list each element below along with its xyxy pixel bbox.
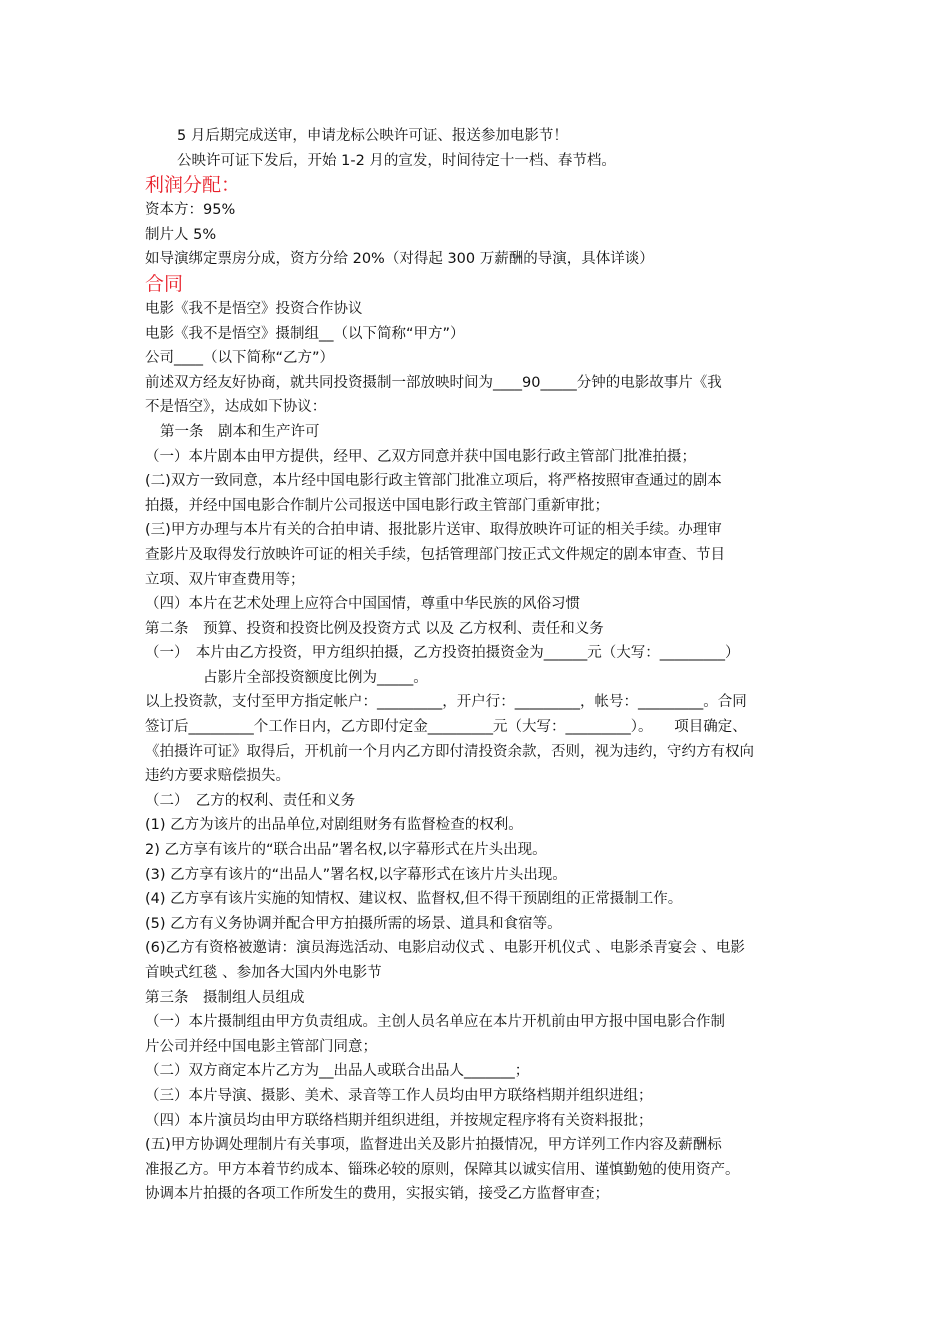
article-1-clause-1: （一）本片剧本由甲方提供，经甲、乙双方同意并获中国电影行政主管部门批准拍摄； — [145, 448, 696, 465]
article-3-clause-1a: （一）本片摄制组由甲方负责组成。主创人员名单应在本片开机前由甲方报中国电影合作制 — [145, 1014, 725, 1031]
article-1-title: 第一条 剧本和生产许可 — [160, 423, 320, 440]
article-2-title: 第二条 预算、投资和投资比例及投资方式 以及 乙方权利、责任和义务 — [145, 620, 604, 637]
article-3-clause-2: （二）双方商定本片乙方为__出品人或联合出品人_______； — [145, 1063, 530, 1080]
article-3-title: 第三条 摄制组人员组成 — [145, 989, 305, 1006]
article-2-clause-1b: 占影片全部投资额度比例为_____。 — [203, 669, 428, 686]
profit-line-capital: 资本方：95% — [145, 202, 236, 219]
article-2-clause-1a: （一） 本片由乙方投资，甲方组织拍摄，乙方投资拍摄资金为______元（大写：_________） — [145, 645, 740, 662]
contract-preamble-1: 前述双方经友好协商，就共同投资摄制一部放映时间为____90_____分钟的电影故事片《我 — [145, 374, 722, 391]
article-2-right-4: (4) 乙方享有该片实施的知情权、建议权、监督权,但不得干预剧组的正常摄制工作。 — [145, 891, 683, 908]
contract-preamble-2: 不是悟空》，达成如下协议： — [145, 399, 327, 416]
article-1-clause-4: （四）本片在艺术处理上应符合中国国情，尊重中华民族的风俗习惯 — [145, 596, 580, 613]
article-3-clause-5b: 准报乙方。甲方本着节约成本、锱珠必较的原则，保障其以诚实信用、谨慎勤勉的使用资产。 — [145, 1161, 740, 1178]
intro-line-2: 公映许可证下发后，开始 1-2 月的宣发，时间待定十一档、春节档。 — [177, 152, 616, 169]
article-2-payment-3: 《拍摄许可证》取得后，开机前一个月内乙方即付清投资余款，否则，视为违约，守约方有权向 — [145, 743, 754, 760]
article-3-clause-3: （三）本片导演、摄影、美术、录音等工作人员均由甲方联络档期并组织进组； — [145, 1087, 653, 1104]
article-2-payment-4: 违约方要求赔偿损失。 — [145, 768, 290, 785]
article-2-payment-2: 签订后_________个工作日内，乙方即付定金_________元（大写：_________）。 项目确定、 — [145, 719, 747, 736]
article-3-clause-4: （四）本片演员均由甲方联络档期并组织进组，并按规定程序将有关资料报批； — [145, 1112, 653, 1129]
profit-line-producer: 制片人 5% — [145, 226, 217, 243]
article-3-clause-5a: (五)甲方协调处理制片有关事项，监督进出关及影片拍摄情况，甲方详列工作内容及薪酬标 — [145, 1137, 722, 1154]
article-2-right-2: 2) 乙方享有该片的“联合出品”署名权,以字幕形式在片头出现。 — [145, 842, 547, 859]
article-1-clause-2b: 拍摄，并经中国电影合作制片公司报送中国电影行政主管部门重新审批； — [145, 497, 609, 514]
article-1-clause-3c: 立项、双片审查费用等； — [145, 571, 305, 588]
article-1-clause-2a: (二)双方一致同意，本片经中国电影行政主管部门批准立项后，将严格按照审查通过的剧本 — [145, 473, 722, 490]
profit-heading: 利润分配： — [145, 174, 241, 197]
article-2-right-5: (5) 乙方有义务协调并配合甲方拍摄所需的场景、道具和食宿等。 — [145, 915, 562, 932]
article-2-right-6a: (6)乙方有资格被邀请：演员海选活动、电影启动仪式 、电影开机仪式 、电影杀青宴会 、电影 — [145, 940, 745, 957]
contract-title: 电影《我不是悟空》投资合作协议 — [145, 300, 363, 317]
contract-heading: 合同 — [145, 272, 184, 295]
intro-line-1: 5 月后期完成送审，申请龙标公映许可证、报送参加电影节！ — [177, 128, 568, 144]
contract-party-a: 电影《我不是悟空》摄制组__（以下简称“甲方”） — [145, 325, 465, 342]
document-page — [145, 124, 815, 1207]
article-3-clause-5c: 协调本片拍摄的各项工作所发生的费用，实报实销，接受乙方监督审查； — [145, 1186, 609, 1203]
article-2-payment-1: 以上投资款，支付至甲方指定帐户：_________，开户行：_________，帐号：_________。合同 — [145, 694, 747, 711]
contract-party-b: 公司____（以下简称“乙方”） — [145, 350, 335, 367]
profit-line-director: 如导演绑定票房分成，资方分给 20%（对得起 300 万薪酬的导演，具体详谈） — [145, 251, 654, 268]
article-3-clause-1b: 片公司并经中国电影主管部门同意； — [145, 1038, 377, 1055]
article-2-right-1: (1) 乙方为该片的出品单位,对剧组财务有监督检查的权利。 — [145, 817, 523, 834]
article-2-right-6b: 首映式红毯 、参加各大国内外电影节 — [145, 965, 382, 981]
article-2-right-3: (3) 乙方享有该片的“出品人”署名权,以字幕形式在该片片头出现。 — [145, 866, 567, 883]
article-2-clause-2-title: （二） 乙方的权利、责任和义务 — [145, 792, 356, 809]
article-1-clause-3a: (三)甲方办理与本片有关的合拍申请、报批影片送审、取得放映许可证的相关手续。办理审 — [145, 522, 722, 539]
article-1-clause-3b: 查影片及取得发行放映许可证的相关手续，包括管理部门按正式文件规定的剧本审查、节目 — [145, 546, 725, 563]
